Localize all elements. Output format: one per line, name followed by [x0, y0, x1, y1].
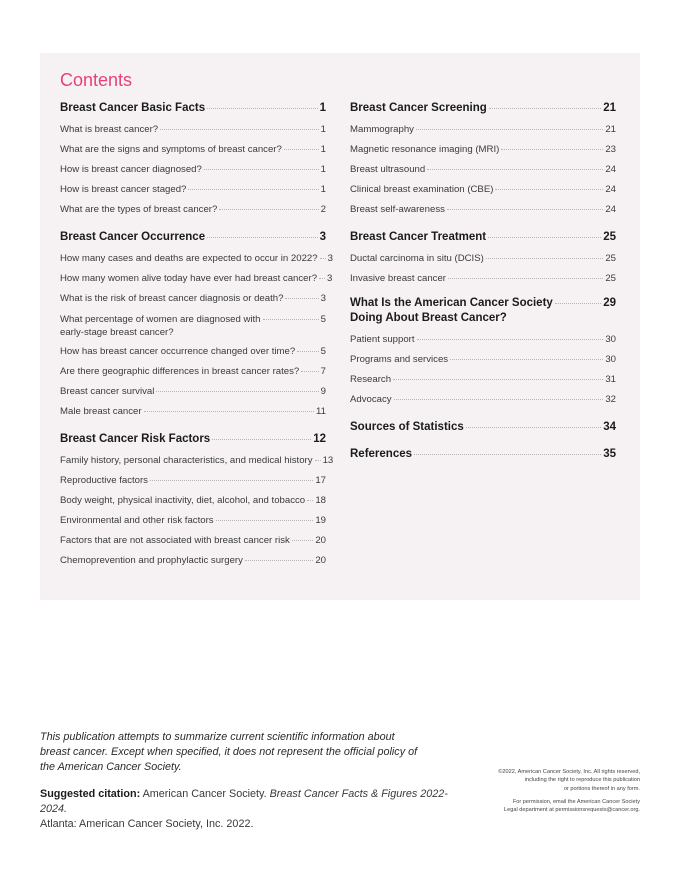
toc-entry[interactable]: Reproductive factors 17 — [60, 475, 326, 486]
toc-entry[interactable]: How is breast cancer staged? 1 — [60, 184, 326, 195]
toc-entry[interactable]: Are there geographic differences in breast cancer rates? 7 — [60, 366, 326, 377]
toc-section-occurrence — [60, 227, 333, 422]
toc-entry[interactable]: Patient support 30 — [350, 334, 616, 345]
toc-entry[interactable]: Factors that are not associated with breast cancer risk 20 — [60, 535, 326, 546]
toc-entry[interactable]: Magnetic resonance imaging (MRI) 23 — [350, 144, 616, 155]
toc-entry[interactable]: Ductal carcinoma in situ (DCIS) 25 — [350, 253, 616, 264]
toc-entry[interactable]: How many women alive today have ever had breast cancer? 3 — [60, 273, 333, 284]
toc-entry[interactable]: How is breast cancer diagnosed? 1 — [60, 164, 326, 175]
toc-heading[interactable]: Breast Cancer Risk Factors 12 — [60, 433, 326, 445]
toc-entry[interactable]: Clinical breast examination (CBE) 24 — [350, 184, 616, 195]
toc-entry[interactable]: Invasive breast cancer 25 — [350, 273, 616, 284]
toc-entry[interactable]: Family history, personal characteristics, and medical history 13 — [60, 455, 334, 466]
toc-heading[interactable]: Breast Cancer Screening 21 — [350, 102, 616, 114]
toc-entry[interactable]: Advocacy 32 — [350, 394, 616, 405]
toc-entry[interactable]: Chemoprevention and prophylactic surgery 20 — [60, 555, 326, 566]
toc-entry[interactable]: How many cases and deaths are expected to occur in 2022? 3 — [60, 253, 333, 264]
table-of-contents — [40, 53, 640, 600]
toc-section-basic-facts — [60, 98, 326, 220]
permission-notice: For permission, email the American Cancer Society Legal department at permissionsrequests@cancer.org. — [504, 799, 640, 814]
suggested-citation: Suggested citation: American Cancer Society. Breast Cancer Facts & Figures 2022-2024. Atlanta: American Cancer Society, Inc. 2022. — [40, 788, 448, 830]
toc-heading[interactable]: Breast Cancer Occurrence 3 — [60, 231, 326, 243]
toc-heading[interactable]: What Is the American Cancer Society Doing About Breast Cancer? 29 — [350, 297, 616, 324]
toc-entry[interactable]: How has breast cancer occurrence changed over time? 5 — [60, 346, 326, 357]
toc-entry[interactable]: Programs and services 30 — [350, 354, 616, 365]
toc-entry[interactable]: Breast ultrasound 24 — [350, 164, 616, 175]
toc-section-acs-activities — [350, 296, 616, 410]
toc-left-column — [60, 98, 334, 578]
toc-section-screening — [350, 98, 616, 220]
toc-entry[interactable]: Breast cancer survival 9 — [60, 386, 326, 397]
toc-section-sources — [350, 417, 616, 437]
toc-heading[interactable]: Breast Cancer Treatment 25 — [350, 231, 616, 243]
toc-heading[interactable]: Sources of Statistics 34 — [350, 421, 616, 433]
toc-entry[interactable]: Environmental and other risk factors 19 — [60, 515, 326, 526]
toc-entry[interactable]: What is breast cancer? 1 — [60, 124, 326, 135]
toc-entry[interactable]: Male breast cancer 11 — [60, 406, 326, 417]
disclaimer-text: This publication attempts to summarize current scientific information about breast cancer. Except when specified, it does not represent the official policy of the American Cancer Society. — [40, 731, 418, 773]
toc-entry[interactable]: What percentage of women are diagnosed with early-stage breast cancer? 5 — [60, 314, 326, 338]
toc-entry[interactable]: What are the signs and symptoms of breast cancer? 1 — [60, 144, 326, 155]
copyright-notice: ©2022, American Cancer Society, Inc. All rights reserved, including the right to reproduce this publication or portions thereof in any form. — [498, 769, 640, 792]
toc-entry[interactable]: Body weight, physical inactivity, diet, alcohol, and tobacco 18 — [60, 495, 326, 506]
toc-entry[interactable]: What are the types of breast cancer? 2 — [60, 204, 326, 215]
toc-section-risk-factors — [60, 429, 334, 571]
toc-right-column — [350, 98, 616, 471]
toc-section-references — [350, 444, 616, 464]
toc-entry[interactable]: Mammography 21 — [350, 124, 616, 135]
toc-heading[interactable]: Breast Cancer Basic Facts 1 — [60, 102, 326, 114]
toc-title: Contents — [60, 70, 133, 90]
toc-entry[interactable]: Breast self-awareness 24 — [350, 204, 616, 215]
toc-entry[interactable]: What is the risk of breast cancer diagnosis or death? 3 — [60, 293, 326, 304]
toc-heading[interactable]: References 35 — [350, 448, 616, 460]
toc-section-treatment — [350, 227, 616, 289]
toc-entry[interactable]: Research 31 — [350, 374, 616, 385]
